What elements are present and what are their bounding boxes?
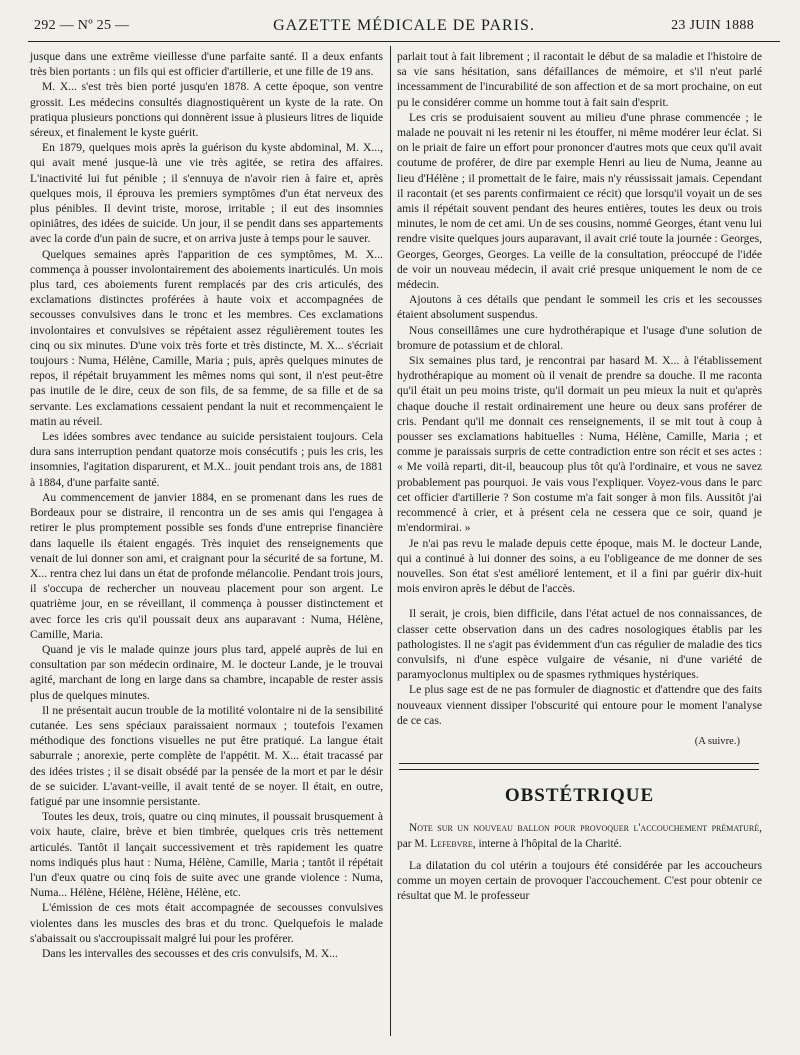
journal-title: GAZETTE MÉDICALE DE PARIS.: [273, 17, 535, 34]
to-be-continued: (A suivre.): [694, 735, 740, 747]
note-author: Lefebvre: [430, 837, 473, 850]
paragraph: Les cris se produisaient souvent au milieu d'une phrase commencée ; le malade ne pouvait ni les retenir ni les étouffer, ni même modérer leur éclat. Si on le priait de faire un effort pour prononcer d'autres mots que ceux qu'il avait coutume de proférer, de dire par exemple Henri au lieu de Numa, Jeanne au lieu d'Hélène ; il promettait de le faire, mais n'y réussissait jamais. Cependant il racontait (et ses parents confirmaient ce récit) que lorsqu'il voyait un de ses amis il répétait souvent pendant des heures entières, toutes les deux ou trois minutes, le nom de cet ami. Un de ses cousins, nommé Georges, étant venu lui rendre visite quelques jours auparavant, il avait crié toute la journée : Georges, Georges, Georges, Georges. La veille de la consultation, préoccupé de l'idée de voir un nouveau médecin, il avait crié presque uniquement le nom de ce médecin.: [397, 110, 762, 292]
note-title: Note sur un nouveau ballon pour provoquer l'accouchement prématuré,: [409, 822, 762, 835]
paragraph: La dilatation du col utérin a toujours été considérée par les accoucheurs comme un moyen certain de provoquer l'accouchement. C'est pour obtenir ce résultat que M. le professeur: [397, 858, 762, 903]
note-affiliation: , interne à l'hôpital de la Charité.: [472, 837, 622, 850]
note-heading: [397, 821, 762, 851]
paragraph: parlait tout à fait librement ; il racontait le début de sa maladie et l'histoire de sa vie sans hésitation, sans défaillances de mémoire, et s'il n'eut parlé incessamment de l'incurabilité de son affection et de sa mort prochaine, on eut pu le considérer comme un homme tout à fait sain d'esprit.: [397, 50, 762, 109]
paragraph: Il ne présentait aucun trouble de la motilité volontaire ni de la sensibilité cutanée. Les sens spéciaux paraissaient normaux ; toutefois l'examen méthodique des fonctions visuelles ne put être pratiqué. La langue était saburrale ; anorexie, perte complète de l'appétit. M. X... était tracassé par des idées tristes ; il se disait obsédé par la pensée de la mort et par le désir de se suicider. L'avant-veille, il avait tenté de se noyer. Il était, en outre, fatigué par une insomnie persistante.: [30, 703, 383, 808]
right-column: [397, 49, 762, 903]
paragraph: Les idées sombres avec tendance au suicide persistaient toujours. Cela dura sans interruption pendant quatorze mois consécutifs ; puis les cris, les insomnies, l'agitation disparurent, et M.X.. jouit pendant trois ans, de 1881 à 1884, d'une parfaite santé.: [30, 430, 383, 489]
paragraph: Nous conseillâmes une cure hydrothérapique et l'usage d'une solution de bromure de potassium et de chloral.: [397, 323, 762, 352]
paragraph: Quelques semaines après l'apparition de ces symptômes, M. X... commença à pousser involontairement des aboiements inarticulés. Un mois plus tard, ces aboiements furent remplacés par des cris articulés, des exclamations distinctes proférées à haute voix et accompagnées de secousses convulsives dans le tronc et les membres. Ces exclamations involontaires et convulsives se répétaient assez régulièrement toutes les cinq ou six minutes. D'une voix très forte et très distincte, M. X... s'écriait toujours : Numa, Hélène, Camille, Maria ; puis, après quelques minutes de repos, il répétait bruyamment les mêmes noms qui sont, il n'est peut-être pas inutile de le dire, ceux de son fils, de sa femme, de sa fille et de sa servante. Les exclamations cessaient pendant la nuit et recommençaient le matin au réveil.: [30, 247, 383, 428]
paragraph: Au commencement de janvier 1884, en se promenant dans les rues de Bordeaux pour se distraire, il rencontra un de ses amis qui l'engagea à retirer le plus promptement possible ses fonds d'une entreprise financière dans laquelle ils étaient engagés. Très inquiet des renseignements que venait de lui donner son ami, et craignant pour la sécurité de sa fortune, M. X... rentra chez lui dans un état de profonde mélancolie. Pendant trois jours, il s'occupa de rechercher un nouveau placement pour son argent. Le quatrième jour, en se réveillant, il commença à pousser distinctement et avec force les cris qu'il poussait deux ans auparavant : Numa, Hélène, Camille, Maria.: [30, 490, 383, 641]
paragraph: L'émission de ces mots était accompagnée de secousses convulsives violentes dans les muscles des bras et du tronc. Quelquefois le malade s'abaissait ou s'accroupissait malgré lui pour les proférer.: [30, 901, 383, 945]
paragraph: Ajoutons à ces détails que pendant le sommeil les cris et les secousses étaient absolument suspendus.: [397, 293, 762, 322]
paragraph: Six semaines plus tard, je rencontrai par hasard M. X... à l'établissement hydrothérapique au moment où il venait de prendre sa douche. Il me raconta qu'il était un peu moins triste, qu'il dormait un peu mieux la nuit et qu'après chaque douche il restait ordinairement une heure ou deux sans proférer de cris. Pendant qu'il me donnait ces renseignements, il se mit tout à coup à pousser ses exclamations habituelles : Numa, Hélène, Camille, Maria ; et comme je paraissais surpris de cette contradiction entre son récit et ses actes : « Me voilà reparti, dit-il, beaucoup plus tôt qu'à l'ordinaire, et vous ne savez probablement pas pourquoi. Je vais vous l'expliquer. Voyez-vous dans le parc cet officier d'artillerie ? Son costume m'a fait songer à mon fils. Aussitôt j'ai recommencé à crier, et à présent cela ne cessera que ce soir, quand je m'endormirai. »: [397, 354, 762, 535]
issue-date: 23 JUIN 1888: [671, 18, 754, 33]
paragraph-gap: [397, 596, 762, 606]
paragraph: jusque dans une extrême vieillesse d'une parfaite santé. Il a deux enfants très bien portants : un fils qui est officier d'artillerie, et une fille de 19 ans.: [30, 50, 383, 79]
paragraph: Dans les intervalles des secousses et des cris convulsifs, M. X...: [42, 946, 338, 960]
note-by: par M.: [397, 837, 431, 850]
paragraph: En 1879, quelques mois après la guérison du kyste abdominal, M. X..., qui avait mené jusque-là une vie très agitée, se retira des affaires. L'inactivité lui fut pénible ; il s'ennuya de n'avoir rien à faire et, après quelques mois, il éprouva les premiers symptômes d'un état nerveux des plus pénibles. Il devint triste, morose, irritable ; il eut des insomnies opiniâtres, des idées de suicide. Un jour, il se pendit dans ses appartements avec la corde d'un pain de sucre, et on arriva juste à temps pour le sauver.: [30, 141, 383, 246]
paragraph: Je n'ai pas revu le malade depuis cette époque, mais M. le docteur Lande, qui a continué à lui donner des soins, a eu l'obligeance de me donner de ses nouvelles. Son état s'est amélioré lentement, et il a fini par guérir dix-huit mois environ après le début de l'accès.: [397, 536, 762, 596]
section-title: OBSTÉTRIQUE: [504, 785, 655, 807]
page-header: [28, 16, 780, 38]
paragraph: Quand je vis le malade quinze jours plus tard, appelé auprès de lui en consultation par son médecin ordinaire, M. le docteur Lande, je le trouvai agité, marchant de long en large dans sa chambre, incapable de rester assis plus de quelques minutes.: [30, 642, 383, 702]
section-rule: [399, 769, 759, 770]
header-rule: [28, 41, 780, 42]
paragraph: M. X... s'est très bien porté jusqu'en 1878. A cette époque, son ventre grossit. Les médecins consultés diagnostiquèrent un kyste de la rate. On pratiqua plusieurs ponctions qui donnèrent issue à plusieurs litres de liquide séreux, et finalement le kyste guérit.: [30, 80, 383, 140]
paragraph: Il serait, je crois, bien difficile, dans l'état actuel de nos connaissances, de classer cette observation dans un des cadres nosologiques établis par les pathologistes. Il ne s'agit pas évidemment d'un cas régulier de maladie des tics convulsifs, ni d'une espèce vulgaire de vésanie, ni d'une variété de paramyoclonus multiplex ou de spasmes rythmiques hystériques.: [397, 607, 762, 682]
page-number: 292 — Nº 25 —: [34, 18, 130, 33]
left-column: [30, 49, 383, 961]
section-rule: [399, 763, 759, 764]
paragraph: Toutes les deux, trois, quatre ou cinq minutes, il poussait brusquement à voix haute, claire, brève et bien timbrée, quelques cris très nettement articulés. Tantôt il lançait successivement et très rapidement les quatre noms indiqués plus haut : Numa, Hélène, Camille, Maria ; tantôt il répétait l'un d'eux quatre ou cinq fois de suite avec une grande violence : Numa, Numa... Hélène, Hélène, Hélène, Hélène, etc.: [30, 810, 383, 900]
column-divider: [390, 46, 391, 1036]
paragraph: Le plus sage est de ne pas formuler de diagnostic et d'attendre que des faits nouveaux viennent dissiper l'obscurité qui entoure pour le moment l'analyse de ce cas.: [397, 683, 762, 727]
